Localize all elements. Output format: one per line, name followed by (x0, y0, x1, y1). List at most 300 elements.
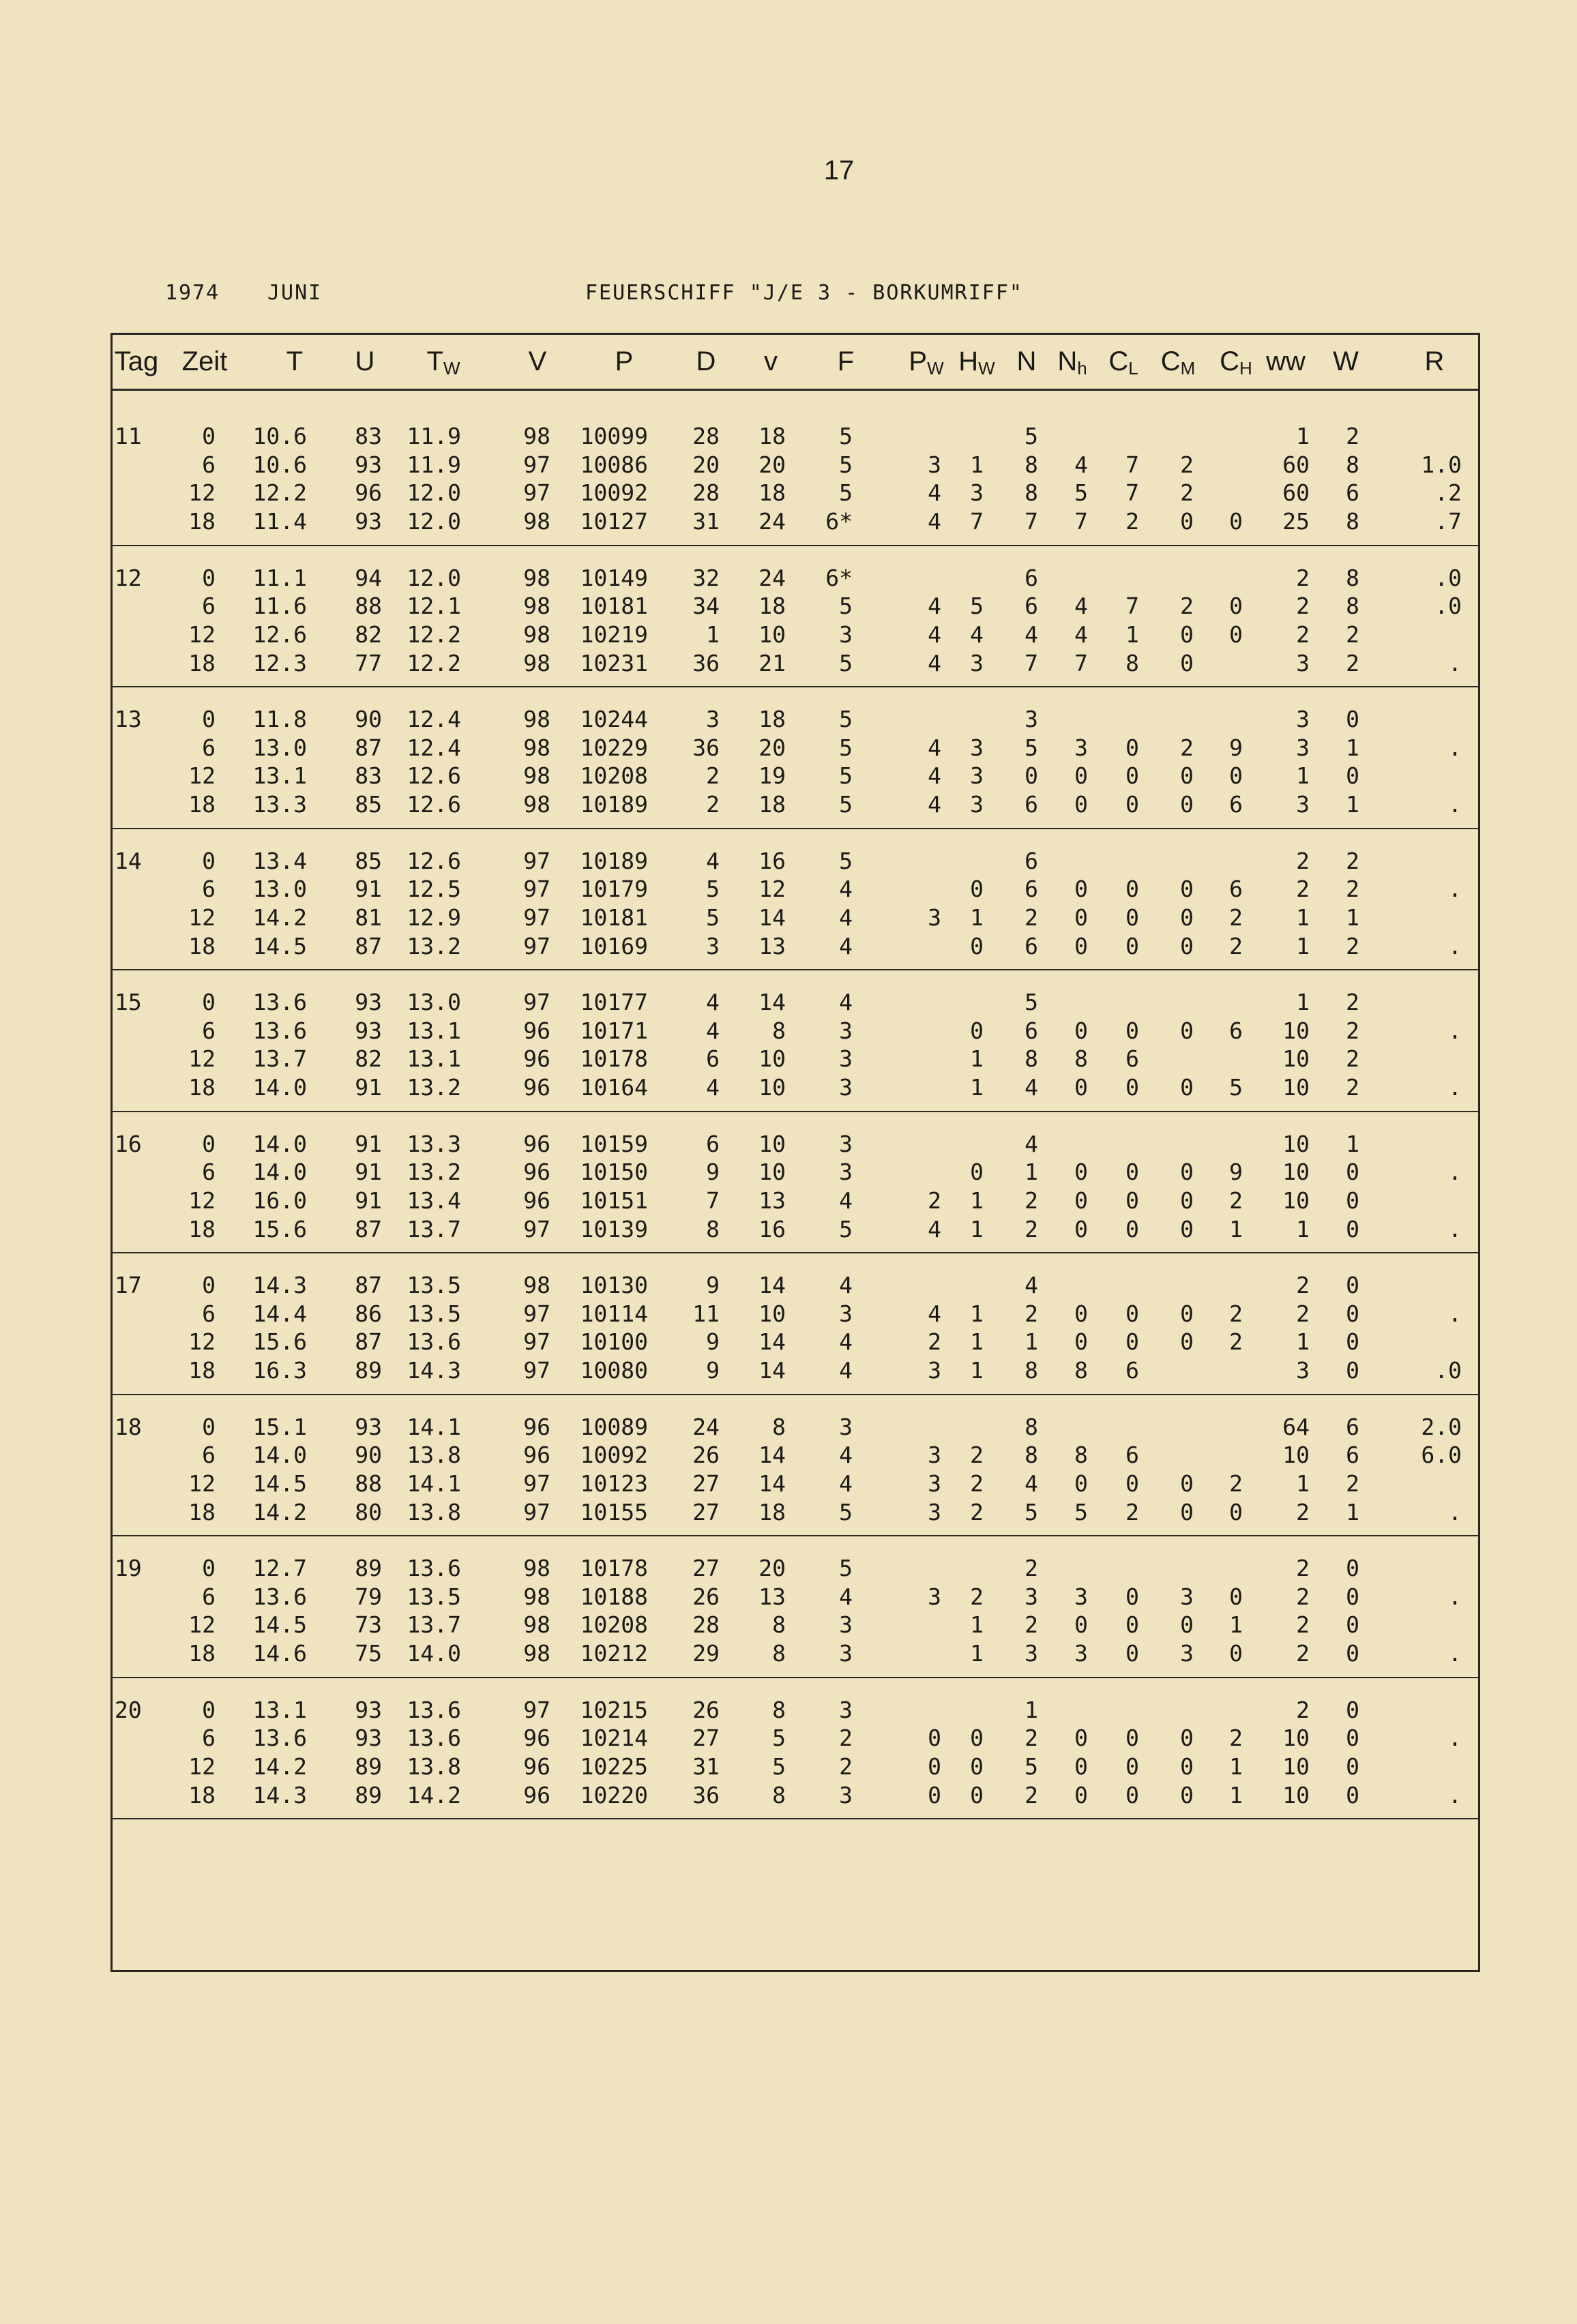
cell-tw: 13.6 (407, 1696, 461, 1723)
cell-n: 8 (1025, 451, 1038, 478)
cell-cl: 2 (1125, 508, 1139, 535)
cell-hw: 1 (970, 1611, 984, 1639)
cell-w: 0 (1346, 1640, 1359, 1667)
cell-t: 13.6 (252, 1583, 307, 1610)
cell-v: 96 (523, 1159, 550, 1186)
cell-pw: 3 (928, 904, 941, 931)
cell-d: 1 (706, 621, 720, 648)
cell-t: 13.4 (252, 847, 307, 874)
column-header-ww: ww (1266, 346, 1306, 376)
cell-hw: 3 (970, 734, 984, 761)
cell-r: 6.0 (1421, 1442, 1462, 1469)
cell-d: 11 (692, 1300, 720, 1327)
cell-p: 10178 (580, 1045, 648, 1073)
group-separator (110, 969, 1480, 970)
cell-v: 13 (758, 1583, 786, 1610)
cell-pw: 3 (928, 1442, 941, 1469)
column-header-pw: $P_W$ (909, 346, 944, 378)
cell-nh: 4 (1074, 593, 1088, 620)
cell-r: . (1448, 1300, 1462, 1327)
cell-v: 19 (758, 762, 786, 790)
page-number: 17 (823, 155, 855, 185)
cell-v: 98 (523, 734, 550, 761)
cell-ww: 10 (1282, 1753, 1310, 1780)
cell-f: 5 (839, 1555, 853, 1581)
column-header-v: v (764, 346, 778, 376)
cell-u: 93 (355, 1413, 382, 1440)
cell-hw: 2 (970, 1498, 984, 1525)
cell-u: 87 (355, 1272, 382, 1298)
cell-ww: 1 (1296, 1328, 1310, 1356)
cell-nh: 0 (1074, 1725, 1088, 1752)
cell-f: 3 (839, 1640, 853, 1667)
cell-w: 2 (1346, 649, 1359, 676)
cell-u: 77 (355, 649, 382, 676)
cell-v: 5 (772, 1753, 786, 1780)
cell-hw: 1 (970, 1187, 984, 1214)
cell-v: 13 (758, 1187, 786, 1214)
cell-w: 2 (1346, 876, 1359, 903)
cell-zeit: 6 (202, 451, 216, 478)
cell-v: 97 (523, 1215, 550, 1242)
group-separator (110, 545, 1480, 546)
cell-ww: 1 (1296, 423, 1310, 449)
cell-u: 91 (355, 1187, 382, 1214)
header-title: FEUERSCHIFF "J/E 3 - BORKUMRIFF" (585, 281, 1023, 305)
cell-r: . (1448, 1017, 1462, 1044)
cell-w: 0 (1346, 706, 1359, 732)
cell-d: 28 (692, 423, 720, 449)
cell-n: 6 (1025, 932, 1038, 959)
cell-p: 10215 (580, 1696, 648, 1723)
cell-u: 91 (355, 1074, 382, 1101)
cell-u: 82 (355, 621, 382, 648)
cell-p: 10181 (580, 904, 648, 931)
cell-ch: 9 (1229, 734, 1243, 761)
cell-n: 8 (1025, 1357, 1038, 1384)
cell-ww: 10 (1282, 1781, 1310, 1808)
cell-v: 97 (523, 1696, 550, 1723)
cell-f: 5 (839, 1498, 853, 1525)
column-header-tw: $T_W$ (426, 346, 460, 378)
cell-zeit: 0 (202, 1130, 216, 1157)
cell-zeit: 12 (188, 1187, 216, 1214)
cell-w: 2 (1346, 1045, 1359, 1073)
cell-cl: 0 (1125, 876, 1139, 903)
cell-w: 8 (1346, 593, 1359, 620)
cell-v: 96 (523, 1074, 550, 1101)
cell-cm: 0 (1180, 1781, 1194, 1808)
cell-ch: 2 (1229, 1470, 1243, 1497)
cell-ch: 2 (1229, 1328, 1243, 1356)
cell-w: 2 (1346, 932, 1359, 959)
cell-n: 1 (1025, 1328, 1038, 1356)
cell-t: 14.5 (252, 1611, 307, 1639)
cell-tw: 13.8 (407, 1498, 461, 1525)
group-separator (110, 1252, 1480, 1253)
cell-cm: 2 (1180, 479, 1194, 507)
cell-r: . (1448, 1781, 1462, 1808)
cell-t: 13.3 (252, 791, 307, 818)
cell-v: 96 (523, 1413, 550, 1440)
cell-ww: 60 (1282, 451, 1310, 478)
cell-t: 12.6 (252, 621, 307, 648)
cell-zeit: 6 (202, 734, 216, 761)
cell-w: 1 (1346, 734, 1359, 761)
cell-w: 0 (1346, 1159, 1359, 1186)
cell-t: 14.4 (252, 1300, 307, 1327)
cell-u: 85 (355, 847, 382, 874)
cell-ww: 2 (1296, 1696, 1310, 1723)
cell-f: 4 (839, 1357, 853, 1384)
cell-cm: 2 (1180, 734, 1194, 761)
cell-hw: 1 (970, 451, 984, 478)
cell-f: 3 (839, 1159, 853, 1186)
cell-ch: 0 (1229, 1583, 1243, 1610)
cell-v: 98 (523, 706, 550, 732)
cell-t: 15.6 (252, 1328, 307, 1356)
cell-nh: 0 (1074, 1753, 1088, 1780)
cell-d: 27 (692, 1725, 720, 1752)
cell-ww: 10 (1282, 1045, 1310, 1073)
cell-d: 3 (706, 932, 720, 959)
cell-ww: 60 (1282, 479, 1310, 507)
cell-t: 14.0 (252, 1159, 307, 1186)
cell-zeit: 6 (202, 593, 216, 620)
cell-tw: 14.1 (407, 1470, 461, 1497)
cell-w: 2 (1346, 1017, 1359, 1044)
cell-zeit: 0 (202, 1696, 216, 1723)
cell-ch: 0 (1229, 508, 1243, 535)
cell-zeit: 18 (188, 1640, 216, 1667)
cell-d: 20 (692, 451, 720, 478)
cell-tw: 13.3 (407, 1130, 461, 1157)
cell-nh: 0 (1074, 762, 1088, 790)
cell-t: 11.6 (252, 593, 307, 620)
cell-p: 10100 (580, 1328, 648, 1356)
cell-cm: 0 (1180, 1611, 1194, 1639)
day-label: 16 (115, 1130, 142, 1157)
cell-ch: 0 (1229, 1640, 1243, 1667)
cell-n: 1 (1025, 1159, 1038, 1186)
cell-cl: 2 (1125, 1498, 1139, 1525)
cell-w: 8 (1346, 508, 1359, 535)
cell-zeit: 12 (188, 1328, 216, 1356)
cell-ww: 1 (1296, 1470, 1310, 1497)
day-label: 11 (115, 423, 142, 449)
cell-w: 2 (1346, 621, 1359, 648)
cell-hw: 2 (970, 1470, 984, 1497)
cell-ch: 2 (1229, 1725, 1243, 1752)
cell-p: 10225 (580, 1753, 648, 1780)
cell-t: 12.3 (252, 649, 307, 676)
cell-cm: 0 (1180, 649, 1194, 676)
cell-w: 0 (1346, 1555, 1359, 1581)
column-header-d: D (696, 346, 716, 376)
cell-p: 10169 (580, 932, 648, 959)
cell-cm: 0 (1180, 1074, 1194, 1101)
cell-f: 3 (839, 1611, 853, 1639)
cell-ch: 6 (1229, 876, 1243, 903)
cell-v: 97 (523, 1498, 550, 1525)
cell-pw: 4 (928, 1300, 941, 1327)
cell-n: 3 (1025, 706, 1038, 732)
cell-v: 18 (758, 1498, 786, 1525)
column-header-w: W (1333, 346, 1359, 376)
cell-nh: 8 (1074, 1357, 1088, 1384)
cell-n: 2 (1025, 1611, 1038, 1639)
cell-w: 0 (1346, 1215, 1359, 1242)
cell-v: 20 (758, 1555, 786, 1581)
cell-ww: 10 (1282, 1159, 1310, 1186)
cell-t: 16.0 (252, 1187, 307, 1214)
cell-v: 97 (523, 1470, 550, 1497)
cell-p: 10092 (580, 1442, 648, 1469)
cell-hw: 4 (970, 621, 984, 648)
cell-v: 98 (523, 1272, 550, 1298)
day-label: 19 (115, 1555, 142, 1581)
cell-n: 4 (1025, 1272, 1038, 1298)
cell-d: 36 (692, 649, 720, 676)
cell-v: 14 (758, 1470, 786, 1497)
cell-zeit: 12 (188, 1611, 216, 1639)
cell-pw: 3 (928, 1357, 941, 1384)
cell-cl: 0 (1125, 791, 1139, 818)
cell-d: 36 (692, 1781, 720, 1808)
cell-v: 14 (758, 989, 786, 1015)
cell-ch: 1 (1229, 1611, 1243, 1639)
cell-nh: 0 (1074, 876, 1088, 903)
cell-v: 8 (772, 1017, 786, 1044)
cell-pw: 3 (928, 1583, 941, 1610)
cell-ww: 10 (1282, 1017, 1310, 1044)
cell-d: 4 (706, 1074, 720, 1101)
cell-ww: 2 (1296, 593, 1310, 620)
cell-cl: 0 (1125, 1074, 1139, 1101)
cell-ch: 0 (1229, 1498, 1243, 1525)
cell-n: 8 (1025, 1442, 1038, 1469)
cell-d: 26 (692, 1583, 720, 1610)
cell-r: .0 (1434, 593, 1462, 620)
day-label: 18 (115, 1413, 142, 1440)
cell-cm: 0 (1180, 1017, 1194, 1044)
cell-zeit: 12 (188, 1470, 216, 1497)
cell-t: 14.2 (252, 904, 307, 931)
cell-p: 10244 (580, 706, 648, 732)
cell-p: 10139 (580, 1215, 648, 1242)
cell-u: 89 (355, 1753, 382, 1780)
cell-cl: 7 (1125, 593, 1139, 620)
cell-f: 4 (839, 1187, 853, 1214)
cell-cm: 0 (1180, 762, 1194, 790)
cell-cl: 0 (1125, 1640, 1139, 1667)
cell-f: 3 (839, 621, 853, 648)
cell-ww: 1 (1296, 1215, 1310, 1242)
cell-n: 6 (1025, 1017, 1038, 1044)
day-label: 13 (115, 706, 142, 732)
cell-d: 9 (706, 1272, 720, 1298)
cell-n: 5 (1025, 1753, 1038, 1780)
cell-r: . (1448, 734, 1462, 761)
column-header-cm: $C_M$ (1160, 346, 1196, 378)
cell-v: 14 (758, 1272, 786, 1298)
cell-p: 10177 (580, 989, 648, 1015)
cell-n: 1 (1025, 1696, 1038, 1723)
cell-p: 10208 (580, 1611, 648, 1639)
cell-zeit: 18 (188, 1781, 216, 1808)
cell-v: 98 (523, 649, 550, 676)
cell-p: 10220 (580, 1781, 648, 1808)
cell-f: 4 (839, 904, 853, 931)
cell-w: 2 (1346, 989, 1359, 1015)
column-header-zeit: Zeit (181, 346, 228, 376)
cell-zeit: 0 (202, 423, 216, 449)
cell-tw: 13.5 (407, 1300, 461, 1327)
cell-cl: 0 (1125, 1187, 1139, 1214)
cell-cm: 0 (1180, 1187, 1194, 1214)
cell-r: . (1448, 1583, 1462, 1610)
cell-ch: 6 (1229, 791, 1243, 818)
cell-u: 73 (355, 1611, 382, 1639)
cell-nh: 7 (1074, 649, 1088, 676)
cell-r: . (1448, 876, 1462, 903)
cell-t: 13.7 (252, 1045, 307, 1073)
cell-w: 6 (1346, 1442, 1359, 1469)
day-label: 14 (115, 847, 142, 874)
cell-u: 81 (355, 904, 382, 931)
cell-cm: 3 (1180, 1583, 1194, 1610)
cell-u: 91 (355, 1130, 382, 1157)
cell-ww: 3 (1296, 1357, 1310, 1384)
cell-nh: 8 (1074, 1045, 1088, 1073)
cell-nh: 4 (1074, 621, 1088, 648)
cell-tw: 13.7 (407, 1215, 461, 1242)
cell-d: 4 (706, 847, 720, 874)
cell-r: .0 (1434, 1357, 1462, 1384)
cell-v: 14 (758, 1357, 786, 1384)
cell-nh: 0 (1074, 1187, 1088, 1214)
cell-f: 4 (839, 1328, 853, 1356)
cell-u: 93 (355, 1017, 382, 1044)
cell-pw: 4 (928, 734, 941, 761)
cell-ww: 2 (1296, 847, 1310, 874)
cell-n: 6 (1025, 593, 1038, 620)
group-separator (110, 1677, 1480, 1678)
cell-cm: 0 (1180, 1725, 1194, 1752)
cell-f: 4 (839, 1470, 853, 1497)
cell-v: 10 (758, 1300, 786, 1327)
cell-zeit: 6 (202, 1017, 216, 1044)
cell-hw: 2 (970, 1442, 984, 1469)
column-header-nh: $N_h$ (1057, 346, 1087, 378)
cell-cl: 0 (1125, 762, 1139, 790)
column-header-p: P (615, 346, 634, 376)
cell-p: 10189 (580, 847, 648, 874)
cell-v: 98 (523, 508, 550, 535)
cell-cm: 0 (1180, 791, 1194, 818)
cell-v: 97 (523, 1300, 550, 1327)
cell-n: 4 (1025, 1470, 1038, 1497)
cell-ww: 3 (1296, 791, 1310, 818)
cell-v: 98 (523, 564, 550, 591)
cell-hw: 2 (970, 1583, 984, 1610)
cell-w: 1 (1346, 904, 1359, 931)
cell-v: 10 (758, 621, 786, 648)
cell-tw: 13.2 (407, 1159, 461, 1186)
cell-hw: 5 (970, 593, 984, 620)
cell-f: 4 (839, 1272, 853, 1298)
cell-v: 97 (523, 479, 550, 507)
cell-v: 14 (758, 904, 786, 931)
cell-v: 16 (758, 1215, 786, 1242)
cell-w: 0 (1346, 1187, 1359, 1214)
cell-f: 4 (839, 1442, 853, 1469)
cell-ww: 2 (1296, 621, 1310, 648)
cell-t: 14.3 (252, 1781, 307, 1808)
cell-f: 2 (839, 1725, 853, 1752)
cell-t: 13.6 (252, 1725, 307, 1752)
header-year: 1974 (165, 281, 220, 305)
cell-w: 0 (1346, 1583, 1359, 1610)
cell-tw: 13.1 (407, 1045, 461, 1073)
cell-d: 6 (706, 1045, 720, 1073)
cell-n: 2 (1025, 1555, 1038, 1581)
cell-v: 21 (758, 649, 786, 676)
cell-tw: 12.5 (407, 876, 461, 903)
cell-tw: 14.1 (407, 1413, 461, 1440)
cell-hw: 1 (970, 1300, 984, 1327)
header-rule (110, 389, 1480, 391)
group-separator (110, 686, 1480, 687)
cell-cl: 0 (1125, 734, 1139, 761)
cell-zeit: 12 (188, 1753, 216, 1780)
cell-pw: 0 (928, 1725, 941, 1752)
cell-nh: 7 (1074, 508, 1088, 535)
cell-f: 5 (839, 451, 853, 478)
cell-tw: 13.6 (407, 1555, 461, 1581)
cell-hw: 0 (970, 876, 984, 903)
cell-p: 10231 (580, 649, 648, 676)
cell-u: 89 (355, 1555, 382, 1581)
column-header-hw: $H_W$ (958, 346, 995, 378)
cell-n: 2 (1025, 1725, 1038, 1752)
cell-w: 1 (1346, 1130, 1359, 1157)
cell-v: 97 (523, 1357, 550, 1384)
cell-p: 10092 (580, 479, 648, 507)
column-header-cl: $C_L$ (1108, 346, 1138, 378)
cell-u: 83 (355, 762, 382, 790)
cell-cl: 6 (1125, 1442, 1139, 1469)
cell-v: 98 (523, 593, 550, 620)
cell-t: 13.1 (252, 762, 307, 790)
cell-t: 11.4 (252, 508, 307, 535)
cell-u: 90 (355, 706, 382, 732)
cell-hw: 0 (970, 1753, 984, 1780)
cell-nh: 4 (1074, 451, 1088, 478)
cell-d: 27 (692, 1555, 720, 1581)
cell-t: 10.6 (252, 423, 307, 449)
cell-pw: 4 (928, 791, 941, 818)
cell-ch: 0 (1229, 762, 1243, 790)
cell-cm: 0 (1180, 621, 1194, 648)
cell-n: 4 (1025, 621, 1038, 648)
cell-tw: 12.4 (407, 706, 461, 732)
cell-p: 10151 (580, 1187, 648, 1214)
cell-v: 8 (772, 1611, 786, 1639)
cell-v: 10 (758, 1045, 786, 1073)
cell-zeit: 12 (188, 1045, 216, 1073)
cell-p: 10171 (580, 1017, 648, 1044)
